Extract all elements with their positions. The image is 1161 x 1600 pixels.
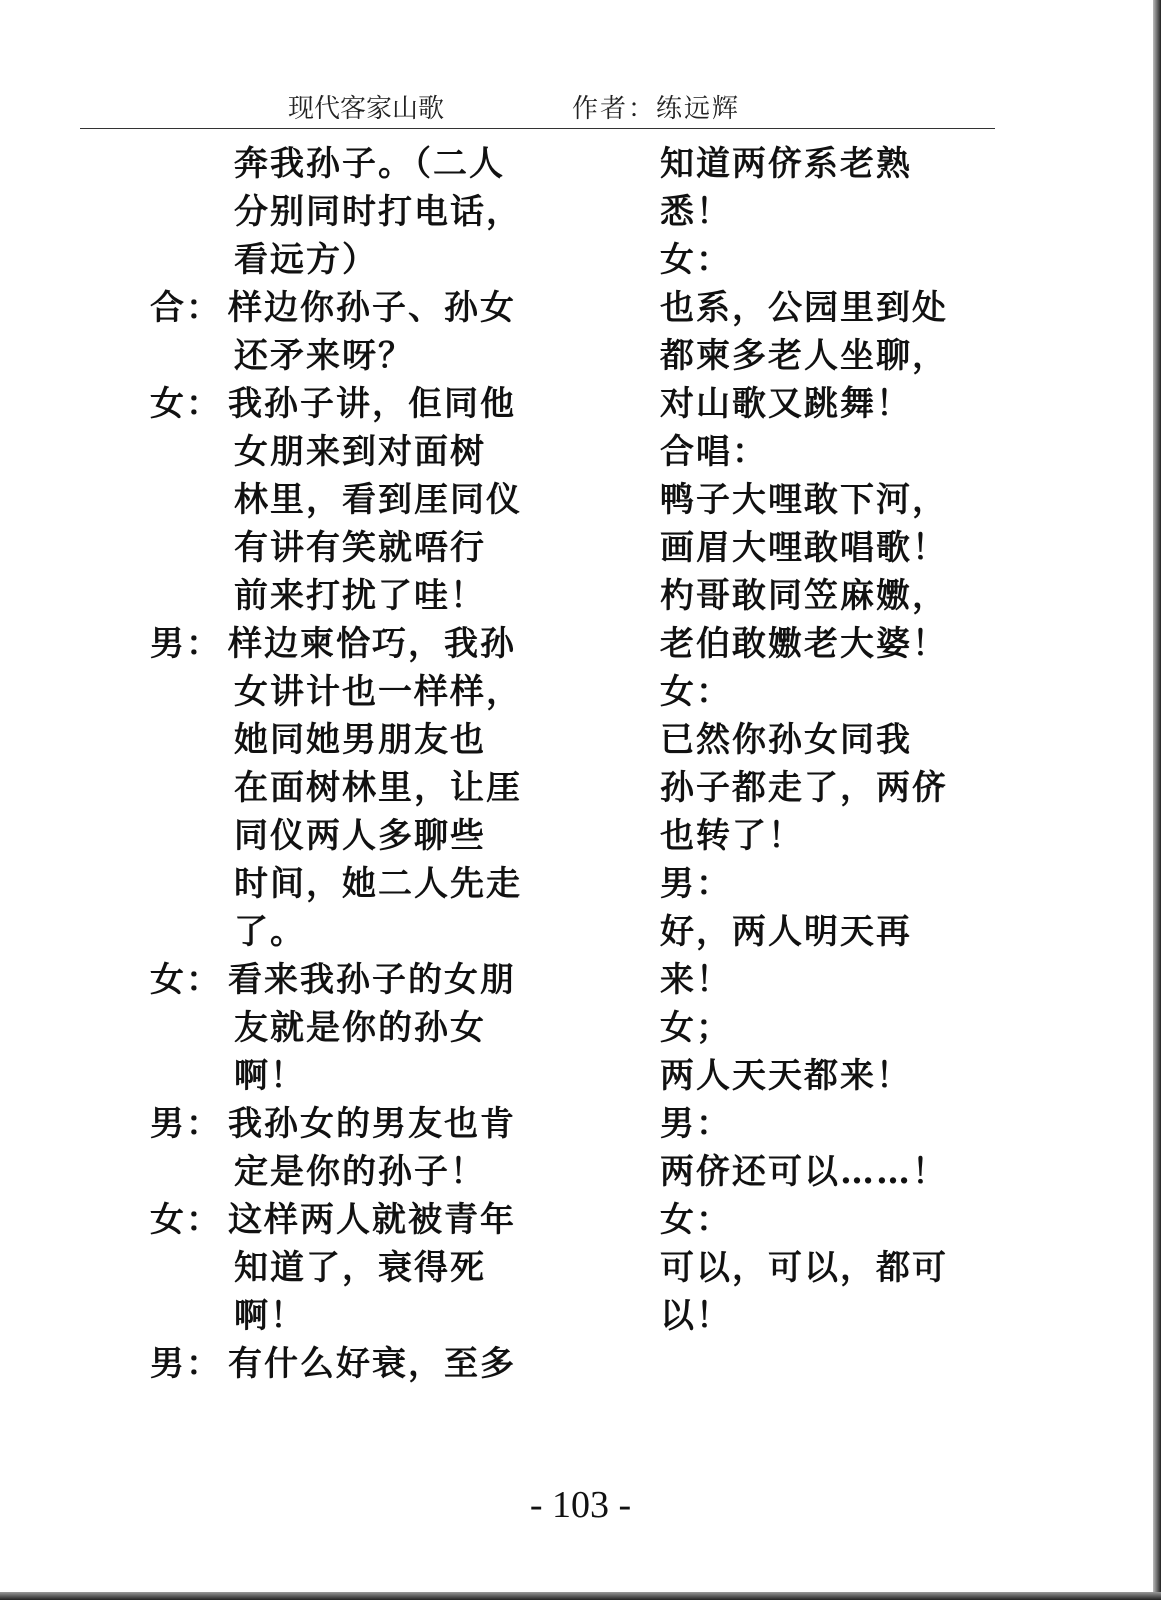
line-text: 奔我孙子。（二人 — [234, 144, 505, 184]
text-line: 好，两人明天再 — [660, 912, 912, 952]
speaker-label: 男： — [150, 1104, 222, 1144]
text-line — [150, 476, 570, 524]
line-text: 了。 — [234, 912, 306, 952]
text-line: 来！ — [660, 960, 732, 1000]
text-line: 已然你孙女同我 — [660, 720, 912, 760]
line-text: 她同她男朋友也 — [234, 720, 486, 760]
text-line — [150, 764, 570, 812]
text-line — [150, 284, 570, 332]
line-text: 有讲有笑就唔行 — [234, 528, 486, 568]
running-header — [80, 88, 995, 129]
text-line — [150, 1100, 570, 1148]
text-line: 也系，公园里到处 — [660, 288, 948, 328]
line-text: 友就是你的孙女 — [234, 1008, 486, 1048]
text-line — [150, 1340, 570, 1388]
text-line — [150, 668, 570, 716]
text-line: 合唱： — [660, 432, 768, 472]
line-text: 看远方） — [234, 240, 378, 280]
text-line: 都柬多老人坐聊， — [660, 336, 948, 376]
text-line: 女： — [660, 1200, 732, 1240]
text-line — [150, 428, 570, 476]
speaker-label: 男： — [150, 624, 222, 664]
line-text: 我孙女的男友也肯 — [228, 1104, 516, 1144]
text-line: 两人天天都来！ — [660, 1056, 912, 1096]
line-text: 样边你孙子、孙女 — [228, 288, 516, 328]
text-line: 可以，可以，都可 — [660, 1248, 948, 1288]
text-line — [150, 860, 570, 908]
text-line: 鸭子大哩敢下河， — [660, 480, 948, 520]
text-line — [150, 140, 570, 188]
text-line: 女： — [660, 240, 732, 280]
text-line: 男： — [660, 1104, 732, 1144]
line-text: 定是你的孙子！ — [234, 1152, 486, 1192]
line-text: 看来我孙子的女朋 — [228, 960, 516, 1000]
text-line: 杓哥敢同笠麻嫐， — [660, 576, 948, 616]
text-line — [150, 908, 570, 956]
text-line — [150, 380, 570, 428]
line-text: 我孙子讲，佢同他 — [228, 384, 516, 424]
text-line: 也转了！ — [660, 816, 804, 856]
left-text-column — [150, 140, 570, 1388]
text-line — [150, 572, 570, 620]
page-edge-right — [1153, 0, 1161, 1600]
author-credit: 作者：练远辉 — [572, 94, 741, 124]
line-text: 啊！ — [234, 1296, 306, 1336]
text-line — [150, 956, 570, 1004]
text-line — [150, 1196, 570, 1244]
text-line — [150, 236, 570, 284]
text-line — [150, 332, 570, 380]
speaker-label: 女： — [150, 960, 222, 1000]
text-line: 女： — [660, 672, 732, 712]
line-text: 林里，看到厓同仪 — [234, 480, 522, 520]
line-text: 啊！ — [234, 1056, 306, 1096]
text-line — [150, 1052, 570, 1100]
speaker-label: 男： — [150, 1344, 222, 1384]
text-line — [150, 188, 570, 236]
line-text: 在面树林里，让厓 — [234, 768, 522, 808]
line-text: 样边柬恰巧，我孙 — [228, 624, 516, 664]
line-text: 还矛来呀？ — [234, 336, 414, 376]
text-line: 悉！ — [660, 192, 732, 232]
text-line — [150, 620, 570, 668]
text-line — [150, 1292, 570, 1340]
speaker-label: 女： — [150, 384, 222, 424]
text-line: 对山歌又跳舞！ — [660, 384, 912, 424]
text-line: 男： — [660, 864, 732, 904]
line-text: 有什么好衰，至多 — [228, 1344, 516, 1384]
text-line — [150, 1004, 570, 1052]
line-text: 女朋来到对面树 — [234, 432, 486, 472]
speaker-label: 女： — [150, 1200, 222, 1240]
text-line: 两侪还可以……！ — [660, 1152, 948, 1192]
text-line — [150, 1244, 570, 1292]
page-number: - 103 - — [529, 1484, 632, 1526]
line-text: 这样两人就被青年 — [228, 1200, 516, 1240]
text-line — [150, 716, 570, 764]
line-text: 知道了，衰得死 — [234, 1248, 486, 1288]
right-text-column — [660, 140, 1000, 1340]
text-line — [150, 1148, 570, 1196]
text-line: 女； — [660, 1008, 732, 1048]
speaker-label: 合： — [150, 288, 222, 328]
line-text: 前来打扰了哇！ — [234, 576, 486, 616]
page-edge-bottom — [0, 1592, 1161, 1600]
text-line: 孙子都走了，两侪 — [660, 768, 948, 808]
text-line: 画眉大哩敢唱歌！ — [660, 528, 948, 568]
line-text: 分别同时打电话， — [234, 192, 522, 232]
text-line — [150, 524, 570, 572]
text-line: 老伯敢嫐老大婆！ — [660, 624, 948, 664]
line-text: 时间，她二人先走 — [234, 864, 522, 904]
text-line: 知道两侪系老熟 — [660, 144, 912, 184]
line-text: 女讲计也一样样， — [234, 672, 522, 712]
book-title: 现代客家山歌 — [288, 94, 445, 124]
text-line — [150, 812, 570, 860]
text-line: 以！ — [660, 1296, 732, 1336]
line-text: 同仪两人多聊些 — [234, 816, 486, 856]
